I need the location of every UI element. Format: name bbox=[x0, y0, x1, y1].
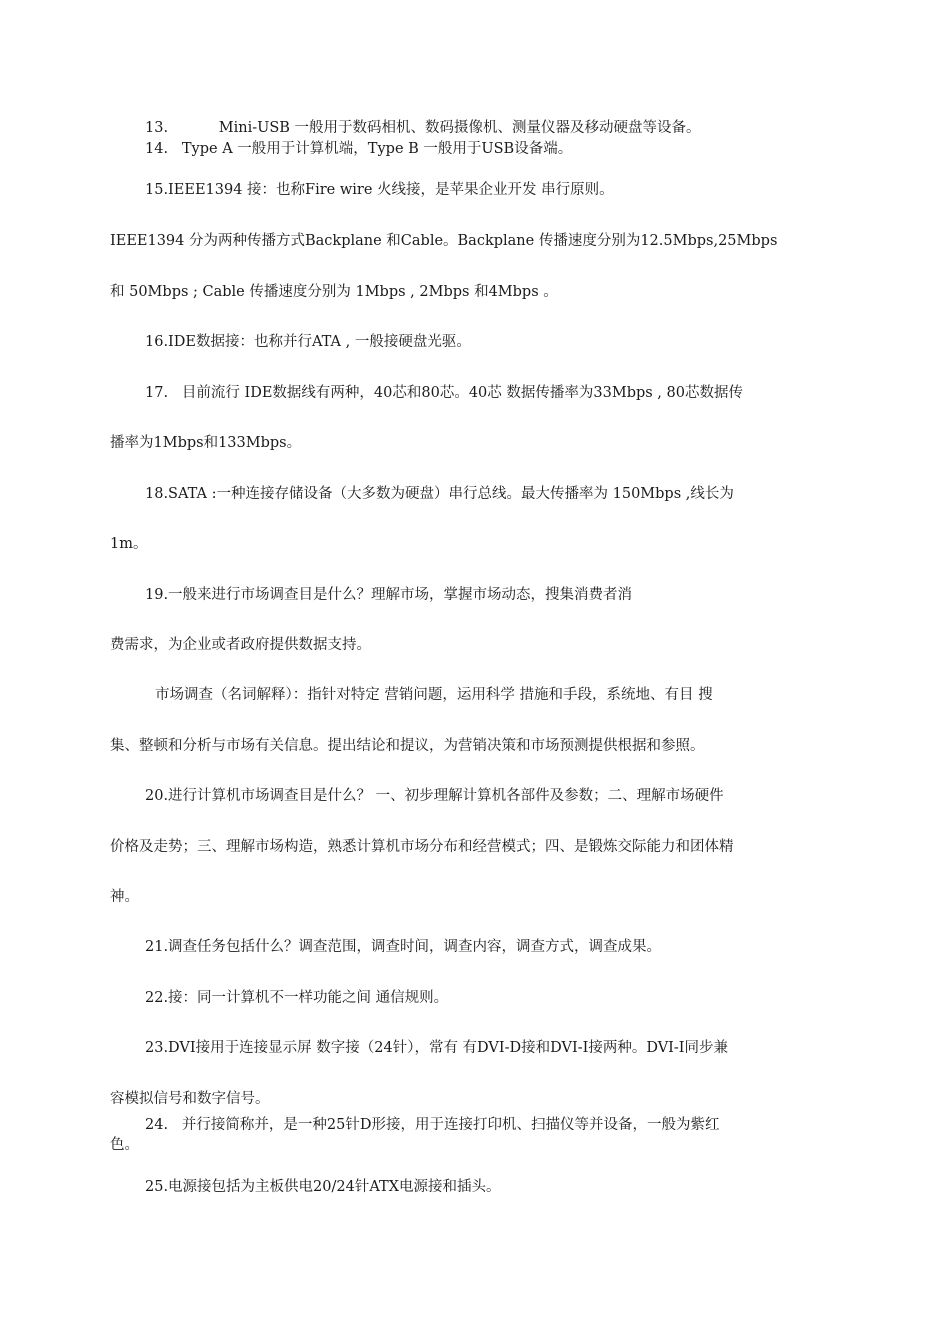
line-22: 22.接：同一计算机不一样功能之间 通信规则。 bbox=[145, 990, 449, 1006]
line-definition-cont: 集、整顿和分析与市场有关信息。提出结论和提议，为营销决策和市场预测提供根据和参照。 bbox=[110, 738, 705, 754]
line-24: 24. 并行接简称并，是一种25针D形接，用于连接打印机、扫描仪等并设备，一般为紫红 bbox=[145, 1117, 720, 1133]
line-definition: 市场调查（名词解释）：指针对特定 营销问题，运用科学 措施和手段，系统地、有目 搜 bbox=[155, 687, 713, 703]
line-13: 13. Mini-USB 一般用于数码相机、数码摄像机、测量仪器及移动硬盘等设备。 bbox=[145, 120, 701, 136]
line-19: 19.一般来进行市场调查目是什么？理解市场，掌握市场动态，搜集消费者消 bbox=[145, 587, 633, 603]
line-15-cont1: IEEE1394 分为两种传播方式Backplane 和Cable。Backplane 传播速度分别为12.5Mbps,25Mbps bbox=[110, 233, 778, 249]
line-18-cont: 1m。 bbox=[110, 536, 148, 552]
line-25: 25.电源接包括为主板供电20/24针ATX电源接和插头。 bbox=[145, 1179, 501, 1195]
line-21: 21.调查任务包括什么？调查范围，调查时间，调查内容，调查方式，调查成果。 bbox=[145, 939, 662, 955]
line-15: 15.IEEE1394 接：也称Fire wire 火线接，是苹果企业开发 串行原则。 bbox=[145, 182, 614, 198]
line-20-cont2: 神。 bbox=[110, 889, 139, 905]
line-17-cont: 播率为1Mbps和133Mbps。 bbox=[110, 435, 302, 451]
line-16: 16.IDE数据接：也称并行ATA , 一般接硬盘光驱。 bbox=[145, 334, 471, 350]
line-24-cont: 色。 bbox=[110, 1137, 139, 1153]
line-18: 18.SATA :一种连接存储设备（大多数为硬盘）串行总线。最大传播率为 150Mbps ,线长为 bbox=[145, 486, 734, 502]
line-17: 17. 目前流行 IDE数据线有两种，40芯和80芯。40芯 数据传播率为33Mbps , 80芯数据传 bbox=[145, 385, 743, 401]
line-23-cont: 容模拟信号和数字信号。 bbox=[110, 1091, 270, 1107]
line-20: 20.进行计算机市场调查目是什么？ 一、初步理解计算机各部件及参数；二、理解市场硬件 bbox=[145, 788, 724, 804]
line-14: 14. Type A 一般用于计算机端，Type B 一般用于USB设备端。 bbox=[145, 141, 573, 157]
line-19-cont: 费需求，为企业或者政府提供数据支持。 bbox=[110, 637, 371, 653]
line-15-cont2: 和 50Mbps ; Cable 传播速度分别为 1Mbps , 2Mbps 和4Mbps 。 bbox=[110, 284, 558, 300]
line-20-cont1: 价格及走势；三、理解市场构造，熟悉计算机市场分布和经营模式；四、是锻炼交际能力和团体精 bbox=[110, 839, 734, 855]
line-23: 23.DVI接用于连接显示屏 数字接（24针），常有 有DVI-D接和DVI-I接两种。DVI-I同步兼 bbox=[145, 1040, 729, 1056]
